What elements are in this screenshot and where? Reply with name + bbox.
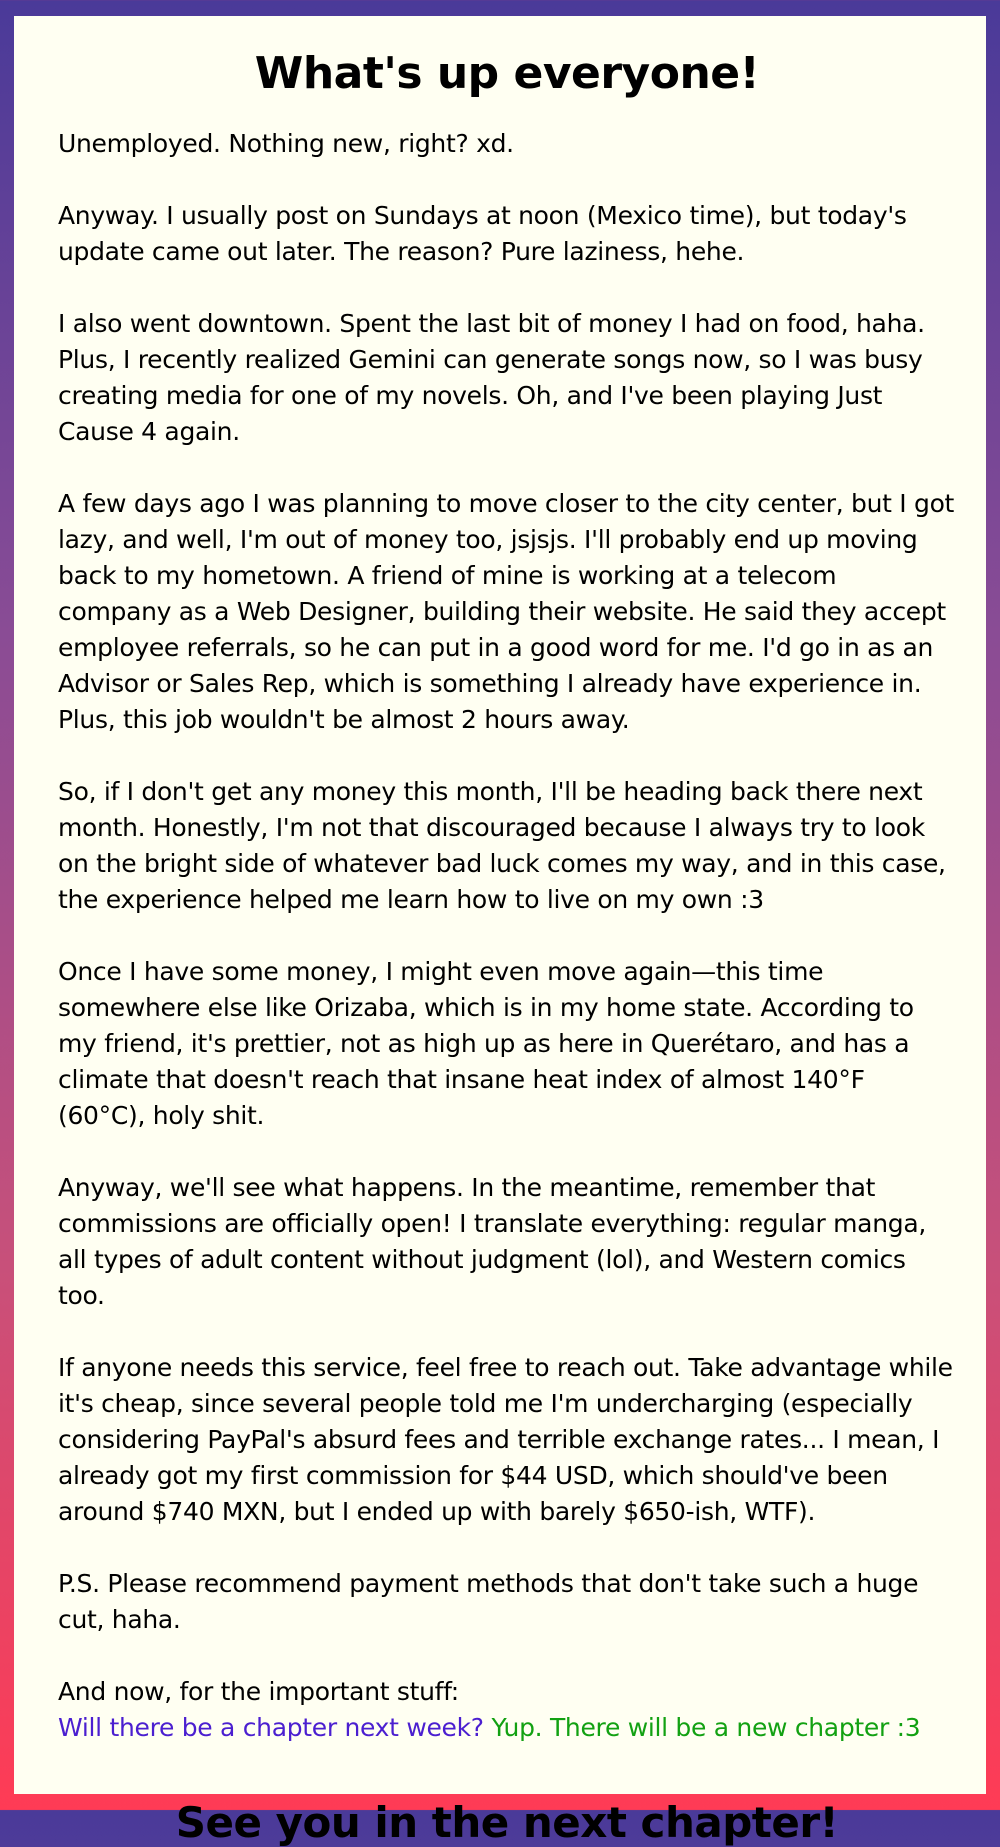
paragraph-posting-schedule: Anyway. I usually post on Sundays at noon (Mexico time), but today's update came out later. The reason? Pure laziness, hehe. xyxy=(58,201,907,267)
paragraph-commissions: Anyway, we'll see what happens. In the meantime, remember that commissions are officially open! I translate everything: regular manga, all types of adult content without judgment (lol), and Western comics too. xyxy=(58,1173,926,1311)
chapter-qa xyxy=(58,1710,956,1746)
paragraph-orizaba: Once I have some money, I might even move again—this time somewhere else like Orizaba, which is in my home state. According to my friend, it's prettier, not as high up as here in Querétaro, and has a climate that doesn't reach that insane heat index of almost 140°F (60°C), holy shit. xyxy=(58,957,914,1131)
paragraph-ps: P.S. Please recommend payment methods that don't take such a huge cut, haha. xyxy=(58,1569,919,1635)
footer-message: See you in the next chapter! xyxy=(175,1798,839,1847)
post-title: What's up everyone! xyxy=(254,48,760,99)
paragraph-important: And now, for the important stuff: xyxy=(58,1677,459,1707)
chapter-question: Will there be a chapter next week? xyxy=(58,1713,484,1743)
paragraph-service: If anyone needs this service, feel free to reach out. Take advantage while it's cheap, since several people told me I'm undercharging (especially considering PayPal's absurd fees and terrible exchange rates... I mean, I already got my first commission for $44 USD, which should've been around $740 MXN, but I ended up with barely $650-ish, WTF). xyxy=(58,1353,953,1527)
paragraph-downtown: I also went downtown. Spent the last bit of money I had on food, haha. Plus, I recently realized Gemini can generate songs now, so I was busy creating media for one of my novels. Oh, and I've been playing Just Cause 4 again. xyxy=(58,309,925,447)
post-panel xyxy=(14,16,986,1847)
paragraph-unemployed: Unemployed. Nothing new, right? xd. xyxy=(58,129,514,159)
chapter-answer: Yup. There will be a new chapter :3 xyxy=(491,1713,921,1743)
paragraph-moving: A few days ago I was planning to move closer to the city center, but I got lazy, and well, I'm out of money too, jsjsjs. I'll probably end up moving back to my hometown. A friend of mine is working at a telecom company as a Web Designer, building their website. He said they accept employee referrals, so he can put in a good word for me. I'd go in as an Advisor or Sales Rep, which is something I already have experience in. Plus, this job wouldn't be almost 2 hours away. xyxy=(58,489,955,735)
paragraph-money: So, if I don't get any money this month, I'll be heading back there next month. Honestly, I'm not that discouraged because I always try to look on the bright side of whatever bad luck comes my way, and in this case, the experience helped me learn how to live on my own :3 xyxy=(58,777,946,915)
